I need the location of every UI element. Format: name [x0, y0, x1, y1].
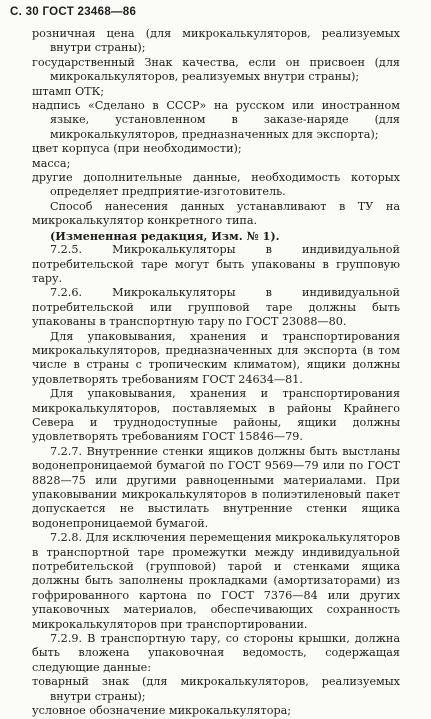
- paragraph: штамп ОТК;: [32, 84, 105, 98]
- paragraph: розничная цена (для микрокалькуляторов, реализуемых внутри страны);: [32, 27, 400, 55]
- paragraph: 7.2.5. Микрокалькуляторы в индивидуальной потребительской таре могут быть упакованы в групповую тару.: [32, 243, 400, 285]
- paragraph: 7.2.9. В транспортную тару, со стороны крышки, должна быть вложена упаковочная ведомость, содержащая следующие данные:: [32, 632, 400, 674]
- paragraph: цвет корпуса (при необходимости);: [32, 142, 242, 156]
- page-header: С. 30 ГОСТ 23468—86: [10, 6, 137, 18]
- paragraph: Способ нанесения данных устанавливают в ТУ на микрокалькулятор конкретного типа.: [32, 199, 400, 228]
- paragraph: другие дополнительные данные, необходимость которых определяет предприятие-изготовитель.: [32, 171, 400, 199]
- paragraph: товарный знак (для микрокалькуляторов, реализуемых внутри страны);: [32, 675, 400, 703]
- paragraph: Для упаковывания, хранения и транспортирования микрокалькуляторов, поставляемых в районы Крайнего Севера и труднодоступные районы, ящики должны удовлетворять требованиям ГОСТ 15846—79.: [32, 387, 400, 444]
- paragraph: Для упаковывания, хранения и транспортирования микрокалькуляторов, предназначенных для экспорта (в том числе в страны с тропическим климатом), ящики должны удовлетворять требованиям ГОСТ 24634—81.: [32, 329, 400, 386]
- paragraph: 7.2.8. Для исключения перемещения микрокалькуляторов в транспортной таре промежутки между индивидуальной потребительской (групповой) тарой и стенками ящика должны быть заполнены прокладками (амортизаторами) из гофрированного картона по ГОСТ 7376—84 или других упаковочных материалов, обеспечивающих сохранность микрокалькуляторов при транспортировании.: [32, 531, 400, 631]
- paragraph: условное обозначение микрокалькулятора;: [32, 704, 292, 718]
- paragraph: 7.2.7. Внутренние стенки ящиков должны быть выстланы водонепроницаемой бумагой по ГОСТ 9569—79 или по ГОСТ 8828—75 или другими равноценными материалами. При упаковывании микрокалькуляторов в полиэтиленовый пакет допускается не выстилать внутренние стенки ящика водонепроницаемой бумагой.: [32, 444, 400, 530]
- paragraph: надпись «Сделано в СССР» на русском или иностранном языке, установленном в заказе-наряде (для микрокалькуляторов, предназначенных для экспорта);: [32, 99, 400, 141]
- paragraph: масса;: [32, 156, 71, 170]
- paragraph: (Измененная редакция, Изм. № 1).: [50, 228, 280, 243]
- paragraph: государственный Знак качества, если он присвоен (для микрокалькуляторов, реализуемых внутри страны);: [32, 55, 400, 84]
- document-body: [32, 27, 400, 719]
- paragraph: 7.2.6. Микрокалькуляторы в индивидуальной потребительской или групповой таре должны быть упакованы в транспортную тару по ГОСТ 23088—80.: [32, 286, 400, 329]
